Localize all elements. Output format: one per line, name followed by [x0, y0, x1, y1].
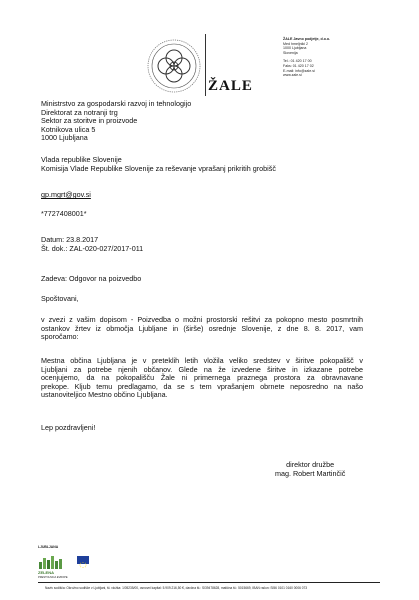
- recipient-line: Sektor za storitve in proizvode: [41, 116, 138, 126]
- seal-ornament-icon: [146, 38, 202, 94]
- paragraph-line: ocenjujemo, da na pokopališču Žale ni primernega praznega prostora za obravnavane: [41, 373, 363, 383]
- document-meta: [41, 236, 143, 253]
- green-capital-label: ZELENA: [38, 570, 54, 575]
- brand-wordmark: ŽALE: [208, 78, 253, 94]
- ljubljana-logo: [38, 545, 68, 581]
- signature-name: mag. Robert Martinčič: [275, 468, 346, 478]
- paragraph-line: Mestna občina Ljubljana je v preteklih letih vložila veliko sredstev v širitve pokopališč v: [41, 356, 363, 365]
- paragraph-line: v zvezi z vašim dopisom - Poizvedba o možni prostorski rešitvi za pokopno mesto posmrtnih: [41, 315, 363, 324]
- paragraph-line: ustanoviteljico Mestno občino Ljubljana.: [41, 390, 168, 400]
- greeting: Spoštovani,: [41, 294, 79, 303]
- document-number: Št. dok.: ZAL-020-027/2017-011: [41, 243, 144, 253]
- recipient-email-link[interactable]: gp.mgrt@gov.si: [41, 190, 91, 199]
- footer-legal: Naziv sodišča: Okrožno sodišče v Ljubljani, št. vložka: 1/05235/00, osnovni kapital: 5.909.216,50 €, davčna št.: SI39478628, matična št.: 5015669, IBAN račun: SI56 0101 0160 0006 073: [45, 586, 308, 590]
- company-city: 1000 Ljubljana: [283, 46, 307, 51]
- ljubljana-logo-text: LJUBLJANA: [38, 545, 59, 549]
- paragraph-line: sporočamo:: [41, 332, 79, 342]
- copy-line: Vlada republike Slovenije: [41, 155, 122, 164]
- paragraph-main: [41, 357, 363, 400]
- paragraph-line: prekope. Kljub temu predlagamo, da se s tem vprašanjem obrnete neposredno na našo: [41, 381, 363, 391]
- header-divider: [205, 34, 206, 96]
- green-capital-icon: [38, 550, 68, 570]
- company-country: Slovenija: [283, 50, 298, 55]
- eu-flag-icon: [77, 556, 89, 564]
- subject-line: Zadeva: Odgovor na poizvedbo: [41, 274, 142, 283]
- recipient-line: Ministrstvo za gospodarski razvoj in tehnologijo: [41, 99, 192, 108]
- company-web: www.zale.si: [283, 73, 302, 78]
- reference-code: *7727408001*: [41, 209, 87, 218]
- paragraph-line: ostankov žrtev iz območja Ljubljane in (širše) osrednje Slovenije, z dne 8. 8. 2017, vam: [41, 323, 363, 333]
- copy-line: Komisija Vlade Republike Slovenije za reševanje vprašanj prikritih grobišč: [41, 163, 276, 173]
- footer-rule: [38, 582, 380, 583]
- paragraph-intro: [41, 316, 363, 342]
- company-tel: Tel.: 01 420 17 00: [283, 59, 312, 64]
- green-capital-sub: PRESTOLNICA EVROPE: [38, 576, 68, 579]
- signature-block: [275, 461, 345, 478]
- company-name: ŽALE Javno podjetje, d.o.o.: [283, 37, 331, 41]
- document-date: Datum: 23.8.2017: [41, 235, 99, 244]
- company-email: E-mail: info@zale.si: [283, 68, 315, 73]
- company-address: [283, 37, 330, 78]
- closing: Lep pozdravljeni!: [41, 423, 96, 432]
- company-seal: [146, 38, 202, 94]
- recipient-line: 1000 Ljubljana: [41, 133, 88, 143]
- paragraph-line: Ljubljani za potrebe njenih občanov. Glede na že izvedene širitve in izkazane potrebe: [41, 364, 363, 374]
- signature-title: direktor družbe: [286, 460, 335, 469]
- company-street: Med hmeljniki 2: [283, 41, 308, 46]
- recipient-address: [41, 100, 191, 143]
- recipient-line: Kotnikova ulica 5: [41, 124, 96, 134]
- recipient-line: Direktorat za notranji trg: [41, 107, 118, 117]
- company-fax: Faks: 01 420 17 02: [283, 63, 314, 68]
- copy-recipient: [41, 156, 276, 173]
